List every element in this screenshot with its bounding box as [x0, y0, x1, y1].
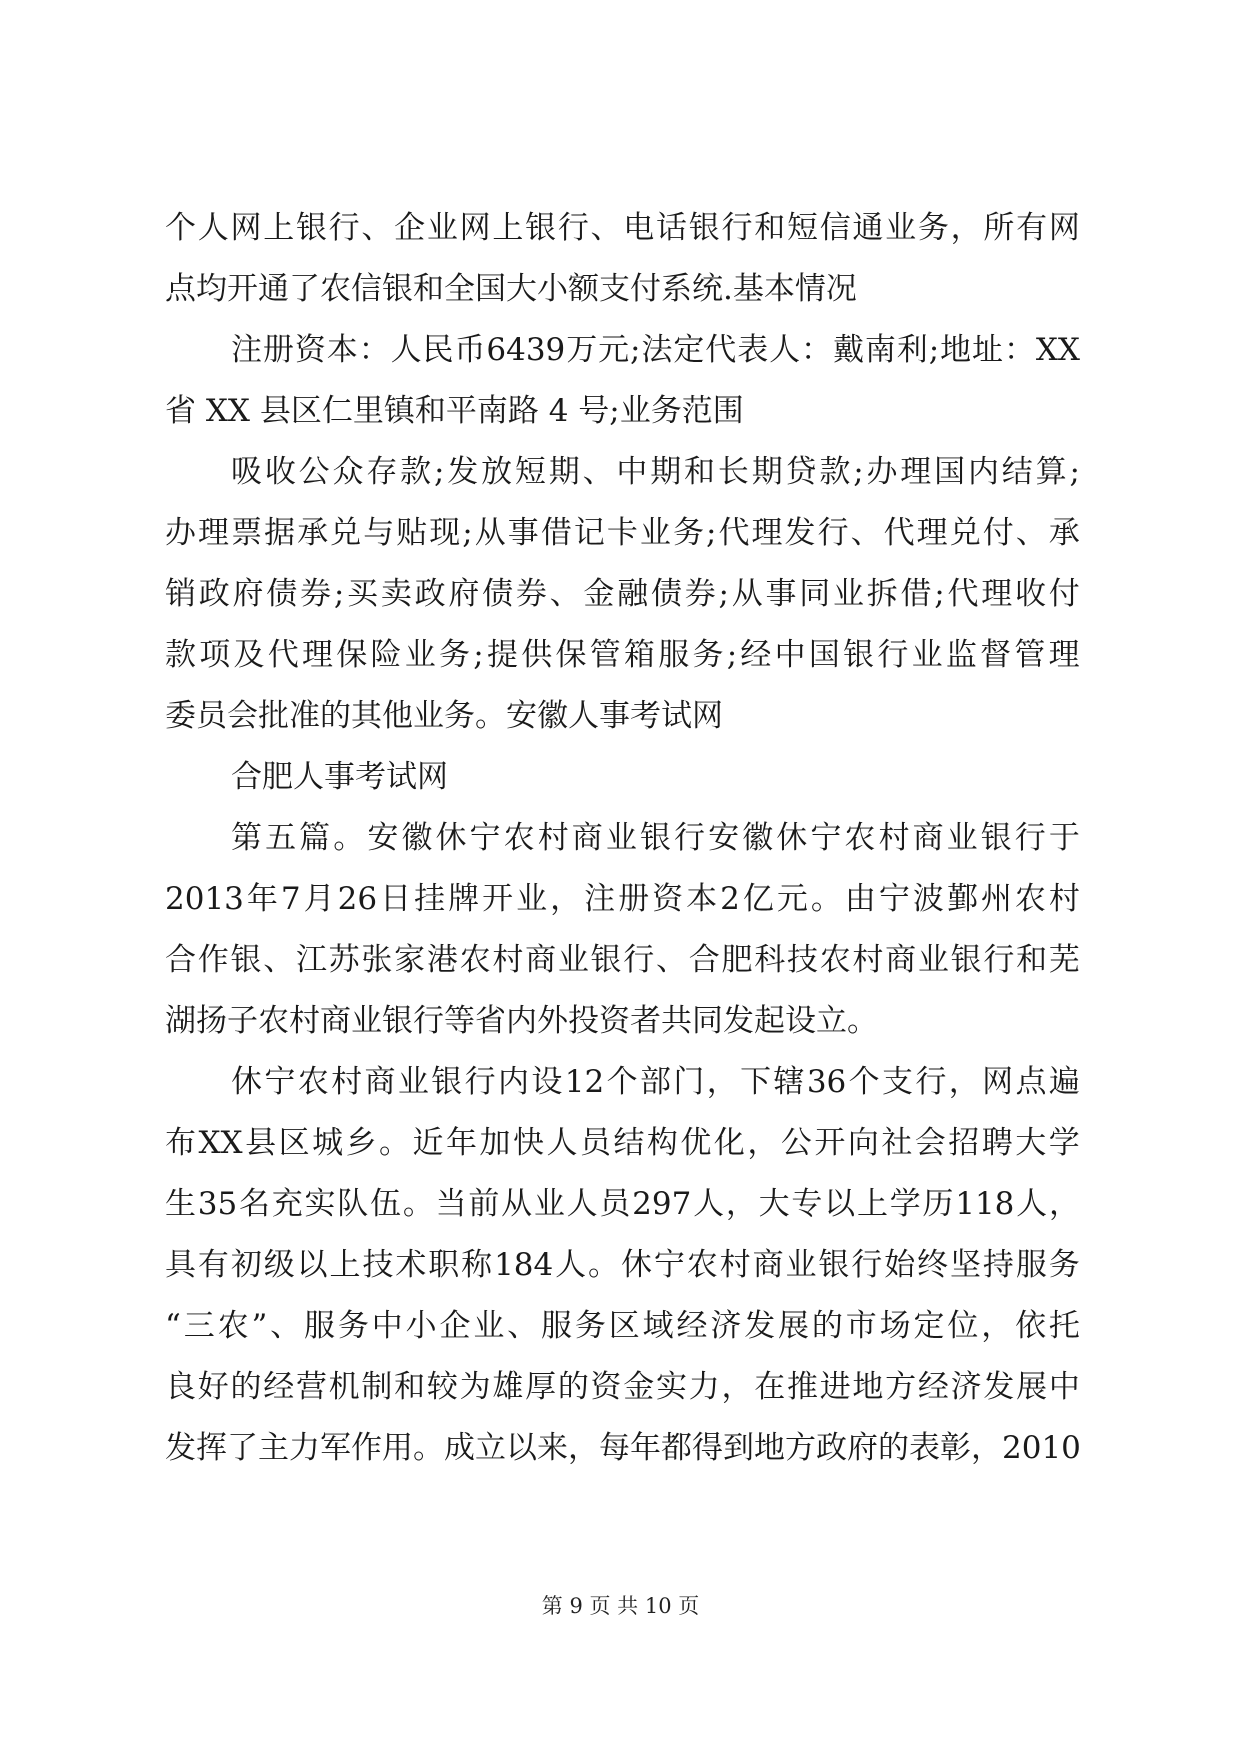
text-line: 点均开通了农信银和全国大小额支付系统.基本情况 — [165, 271, 857, 307]
text-line: 吸 收 公 众 存 款 ; 发 放 短 期 、 中 期 和 长 期 贷 款 ; 办 理 国 内 结 算 ; — [231, 454, 1080, 490]
text-line: “ 三 农 ” 、 服 务 中 小 企 业 、 服 务 区 域 经 济 发 展 的 市 场 定 位 ， 依 托 — [165, 1308, 1080, 1344]
text-line: 发 挥 了 主 力 军 作 用 。 成 立 以 来 ， 每 年 都 得 到 地 方 政 府 的 表 彰 ， 2010 — [165, 1430, 1081, 1466]
text-line: 合 作 银 、 江 苏 张 家 港 农 村 商 业 银 行 、 合 肥 科 技 农 村 商 业 银 行 和 芜 — [165, 942, 1080, 978]
document-body — [165, 198, 1080, 1479]
text-line: 第 五 篇 。 安 徽 休 宁 农 村 商 业 银 行 安 徽 休 宁 农 村 商 业 银 行 于 — [231, 820, 1080, 856]
text-line: 办 理 票 据 承 兑 与 贴 现 ; 从 事 借 记 卡 业 务 ; 代 理 发 行 、 代 理 兑 付 、 承 — [165, 515, 1080, 551]
text-line: 2013 年 7 月 26 日 挂 牌 开 业 ， 注 册 资 本 2 亿 元 。 由 宁 波 鄞 州 农 村 — [165, 881, 1080, 917]
text-line: 湖扬子农村商业银行等省内外投资者共同发起设立。 — [165, 1003, 878, 1039]
text-line: 款 项 及 代 理 保 险 业 务 ; 提 供 保 管 箱 服 务 ; 经 中 国 银 行 业 监 督 管 理 — [165, 637, 1080, 673]
text-line: 合肥人事考试网 — [231, 759, 448, 795]
text-line: 生 35 名 充 实 队 伍 。 当 前 从 业 人 员 297 人 ， 大 专 以 上 学 历 118 人 ， — [165, 1186, 1080, 1222]
text-line: 省 XX 县区仁里镇和平南路 4 号;业务范围 — [165, 393, 744, 429]
text-line: 销 政 府 债 券 ; 买 卖 政 府 债 券 、 金 融 债 券 ; 从 事 同 业 拆 借 ; 代 理 收 付 — [165, 576, 1080, 612]
text-line: 具 有 初 级 以 上 技 术 职 称 184 人 。 休 宁 农 村 商 业 银 行 始 终 坚 持 服 务 — [165, 1247, 1080, 1283]
text-line: 良 好 的 经 营 机 制 和 较 为 雄 厚 的 资 金 实 力 ， 在 推 进 地 方 经 济 发 展 中 — [165, 1369, 1080, 1405]
text-line: 注 册 资 本 ： 人 民 币 6439 万 元 ; 法 定 代 表 人 ： 戴 南 利 ; 地 址 ： XX — [231, 332, 1080, 368]
text-line: 个 人 网 上 银 行 、 企 业 网 上 银 行 、 电 话 银 行 和 短 信 通 业 务 ， 所 有 网 — [165, 210, 1080, 246]
text-line: 委员会批准的其他业务。安徽人事考试网 — [165, 698, 723, 734]
text-line: 休 宁 农 村 商 业 银 行 内 设 12 个 部 门 ， 下 辖 36 个 支 行 ， 网 点 遍 — [231, 1064, 1080, 1100]
text-line: 布 XX 县 区 城 乡 。 近 年 加 快 人 员 结 构 优 化 ， 公 开 向 社 会 招 聘 大 学 — [165, 1125, 1080, 1161]
page-footer: 第 9 页 共 10 页 — [541, 1594, 700, 1618]
